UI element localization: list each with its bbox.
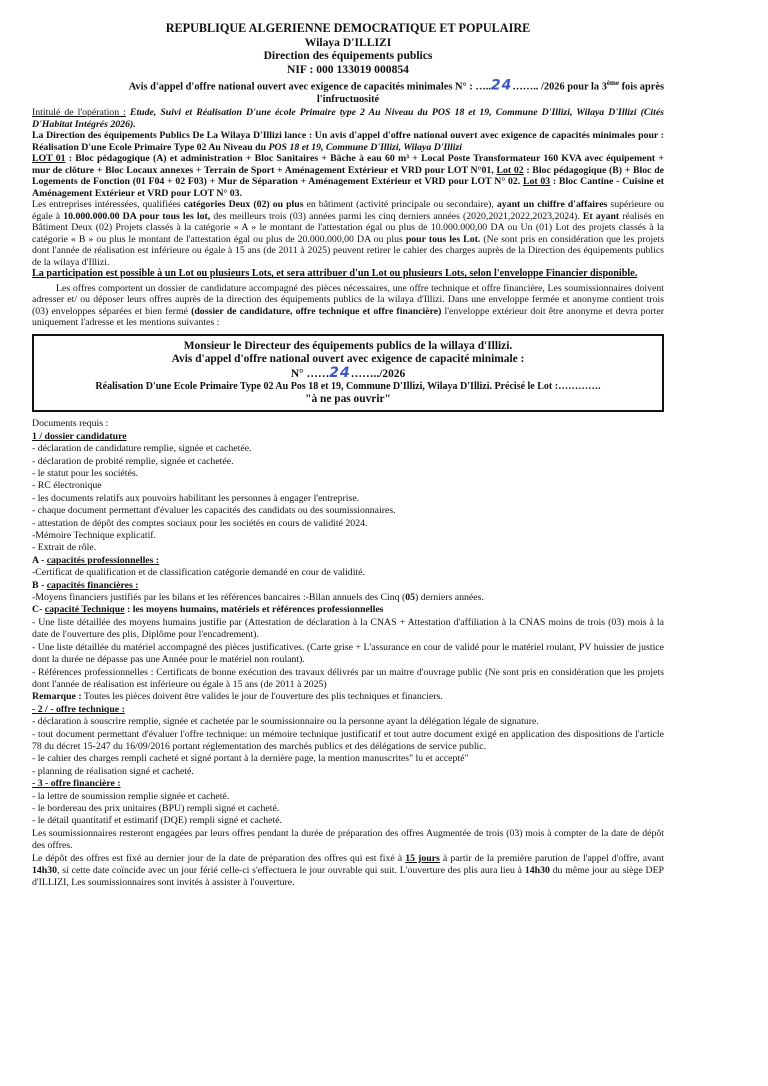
list-item: - Une liste détaillée des moyens humains justifie par (Attestation de déclaration à la CNAS + Attestation d'affiliation à la CNAS moins de trois (03) mois à la date de l'ouverture des plis, Diplôme pour l'encadrement). — [32, 616, 664, 641]
remark — [32, 691, 664, 703]
lot2-text: : Bloc pédagogique (B) + Bloc de Logements de Fonction (01 F04 + 02 F03) + Mur de Séparation + Aménagement Extérieur et VRD pour LOT N° 02. — [32, 164, 664, 188]
list-text: -Moyens financiers justifiés par les bilans et les références bancaires :-Bilan annuels des Cinq ( — [32, 592, 406, 604]
box-notice: Avis d'appel d'offre national ouvert avec exigence de capacité minimale : — [171, 353, 525, 366]
lot1-label: LOT 01 — [32, 153, 66, 165]
handwritten-box-number: 24 — [329, 364, 351, 381]
eligibility-text: en bâtiment (activité principale ou secondaire), — [303, 199, 497, 211]
box-do-not-open: "à ne pas ouvrir" — [305, 392, 391, 405]
box-number — [44, 364, 652, 381]
participation-note: La participation est possible à un Lot ou plusieurs Lots, et sera attribuer d'un Lot ou plusieurs Lots, selon l'enveloppe Financier disponible. — [32, 268, 638, 280]
section-title: capacités financières : — [46, 579, 139, 591]
list-item: - attestation de dépôt des comptes sociaux pour les sociétés en cours de validité 2024. — [32, 517, 368, 529]
eligibility-text: supérieure ou égale à — [32, 199, 665, 222]
lot1-text: : Bloc pédagogique (A) et administration + Bloc Sanitaires + Bâche à eau 60 m³ + Local Poste Transformateur 160 KVA avec équipement + mur de clôture + Bloc Locaux annexes + Terrain de Sport + Aménagement Extérieur et VRD pour LOT N°01, — [32, 153, 664, 176]
offers-text: l'enveloppe extérieur doit être anonyme et devra porter uniquement l'adresse et les mentions suivantes : — [32, 305, 664, 329]
remark-label: Remarque : — [32, 691, 82, 703]
intro-paragraph — [32, 130, 664, 153]
box-dots: …… — [306, 367, 330, 380]
section-professional — [32, 555, 664, 567]
eligibility-text: des meilleurs trois (03) années parmi les cinq derniers années (2020,2021,2022,2023,2024). — [210, 210, 583, 222]
lots-paragraph — [32, 153, 664, 199]
list-item: -Mémoire Technique explicatif. — [32, 530, 156, 542]
deposit-text: à partir de la première parution de l'appel d'offre, avant — [439, 852, 664, 864]
list-item: - le cahier des charges rempli cacheté et signé portant à la dernière page, la mention manuscrites" lu et accepté" — [32, 753, 469, 765]
list-item: - déclaration de probité remplie, signée et cachetée. — [32, 455, 234, 467]
notice-title-text: Avis d'appel d'offre national ouvert avec exigence de capacités minimales N° : — [128, 81, 473, 93]
eligibility-text: Les entreprises intéressées, qualifiées — [32, 199, 184, 211]
notice-superscript: ème — [606, 79, 619, 88]
list-item: - déclaration à souscrire remplie, signée et cachetée par le soumissionnaire ou la personne ayant la délégation légale de signature. — [32, 716, 539, 728]
lot3-text: : Bloc Cantine - Cuisine et Aménagement Extérieur et VRD pour LOT N° 03. — [32, 176, 664, 199]
list-item: - RC électronique — [32, 480, 102, 492]
section-letter: A - — [32, 554, 47, 566]
header-republic: REPUBLIQUE ALGERIENNE DEMOCRATIQUE ET POPULAIRE — [165, 21, 531, 35]
notice-year-text: /2026 pour la 3 — [541, 81, 607, 93]
intro-location: POS 18 et 19, Commune D'Illizi, Wilaya D'Illizi — [268, 141, 463, 153]
header-wilaya: Wilaya D'ILLIZI — [304, 35, 392, 49]
section-letter: C- — [32, 604, 45, 616]
offers-paragraph — [32, 283, 664, 329]
operation-title — [32, 107, 664, 130]
notice-suffix: fois après — [618, 81, 664, 93]
list-number: 05 — [405, 592, 416, 604]
box-dots: …….. — [350, 367, 380, 380]
section-financial-capacity — [32, 580, 664, 592]
section-subtitle: : les moyens humains, matériels et références professionnelles — [124, 604, 384, 616]
opening-time: 14h30 — [524, 865, 550, 876]
notice-dots: …….. — [512, 81, 539, 93]
operation-label: Intitulé de l'opération : — [32, 107, 126, 119]
notice-infructuosite: l'infructuosité — [316, 94, 380, 106]
eligibility-and: Et ayant — [582, 210, 620, 222]
list-item — [32, 592, 664, 604]
list-item: - le détail quantitatif et estimatif (DQE) rempli signé et cacheté. — [32, 815, 282, 827]
eligibility-amount: 10.000.000.00 DA pour tous les lot, — [63, 210, 211, 222]
eligibility-text: réalisés en Bâtiment Deux (02) Projets classés à la catégorie « A » le montant de l'attestation égal ou plus de 10.000.000,00 DA ou Un (01) Lot des projets classés à la catégorie « B » ou plus le montant de l'attestation égal ou plus de 20.000.000,00 DA ou plus — [32, 210, 665, 245]
list-item: - planning de réalisation signé et cacheté. — [32, 765, 194, 777]
document-page — [32, 22, 664, 890]
eligibility-paragraph — [32, 199, 664, 268]
eligibility-category: catégories Deux (02) ou plus — [183, 199, 304, 211]
document-header — [32, 22, 664, 76]
required-documents — [32, 418, 664, 889]
deposit-text: , si cette date coïncide avec un jour férié celle-ci s'effectuera le jour ouvrable qui suit. L'ouverture des plis aura lieu à — [57, 865, 525, 876]
deposit-time: 14h30 — [32, 865, 58, 876]
notice-dots: ….. — [475, 81, 491, 93]
lot2-label: Lot 02 — [496, 164, 524, 176]
header-direction: Direction des équipements publics — [263, 49, 433, 63]
section-letter: B - — [32, 579, 47, 591]
deposit-text: Le dépôt des offres est fixé au dernier jour de la date de préparation des offres qui est fixé à — [32, 852, 406, 864]
list-text: ) derniers années. — [415, 592, 484, 604]
list-item: -Certificat de qualification et de classification catégorie demandé en cour de validité. — [32, 567, 365, 579]
eligibility-text: (Ne sont pris en considération que les projets dont l'année de réalisation est inférieure ou égale à 15 ans (de 2011 à 2025) peuvent retirer le cahier des charges auprès de la Direction des équipements publics de la wilaya d'Illizi. — [32, 233, 665, 268]
eligibility-ca: ayant un chiffre d'affaires — [496, 199, 608, 211]
box-no-label: N° — [290, 367, 307, 380]
box-addressee: Monsieur le Directeur des équipements publics de la willaya d'Illizi. — [183, 339, 513, 352]
list-item: - la lettre de soumission remplie signée et cacheté. — [32, 790, 230, 802]
handwritten-notice-number: 24 — [490, 77, 513, 94]
offers-envelopes: (dossier de candidature, offre technique et offre financière) — [191, 305, 442, 317]
operation-text: Etude, Suivi et Réalisation D'une école Primaire type 2 Au Niveau du POS 18 et 19, Commune D'Illizi, Wilaya D'Illizi (Cités D'Habitat Intégrés 2026). — [32, 107, 664, 130]
deposit-text: du même jour au siège DEP d'ILLIZI, Les soumissionnaires sont invités à assister à l'ouverture. — [32, 865, 664, 889]
section-candidature: 1 / dossier candidature — [32, 430, 127, 442]
list-item: - Références professionnelles : Certificats de bonne exécution des travaux délivrés par un maitre d'ouvrage public (Ne sont pris en considération que les projets dont l'année de réalisation est inférieure ou égale à 15 ans (de 2011 à 2025) — [32, 666, 664, 690]
remark-text: Toutes les pièces doivent être valides le jour de l'ouverture des plis techniques et financiers. — [81, 691, 443, 703]
engagement-paragraph: Les soumissionnaires resteront engagées par leurs offres pendant la durée de préparation des offres Augmentée de trois (03) mois à compter de la date de dépôt des offres. — [32, 827, 664, 852]
lot3-label: Lot 03 — [522, 176, 551, 188]
list-item: - chaque document permettant d'évaluer les capacités des candidats ou des soumissionnaires. — [32, 505, 396, 517]
header-nif: NIF : 000 133019 000854 — [287, 62, 409, 76]
eligibility-all-lots: pour tous les Lot. — [405, 233, 481, 245]
list-item: - les documents relatifs aux pouvoirs habilitant les personnes à engager l'entreprise. — [32, 492, 360, 504]
list-item: - déclaration de candidature remplie, signée et cachetée. — [32, 443, 252, 455]
list-item: - Une liste détaillée du matériel accompagné des pièces justificatives. (Carte grise + L'assurance en cour de validé pour le matériel roulant, PV huissier de justice dont la durée ne dépasse pas une Année pour le matériel non roulant). — [32, 641, 664, 666]
section-technical-offer: - 2 / - offre technique : — [32, 703, 125, 715]
envelope-address-box — [32, 334, 664, 413]
docs-title: Documents requis : — [32, 418, 109, 430]
box-project: Réalisation D'une Ecole Primaire Type 02 Au Pos 18 et 19, Commune D'Illizi, Wilaya D'Illizi. Précisé le Lot :…………. — [95, 380, 601, 392]
list-item: - le statut pour les sociétés. — [32, 468, 139, 479]
list-item: - Extrait de rôle. — [32, 542, 97, 554]
box-year: /2026 — [379, 367, 406, 380]
list-item: - le bordereau des prix unitaires (BPU) rempli signé et cacheté. — [32, 802, 280, 814]
deposit-paragraph — [32, 853, 664, 890]
deposit-days: 15 jours — [405, 852, 440, 864]
offers-text: Les offres comportent un dossier de candidature accompagné des pièces nécessaires, une offre technique et offre financière, Les soumissionnaires doivent adresser et/ ou déposer leurs offres auprès de la direction des équipements publics de la wilaya d'Illizi. Dans une enveloppe fermée et anonyme contient trois (03) enveloppes séparées et bien fermé — [32, 282, 664, 317]
section-title: capacités professionnelles : — [46, 554, 160, 566]
section-title: capacité Technique — [44, 604, 125, 616]
section-technical-capacity — [32, 604, 664, 616]
list-item: - tout document permettant d'évaluer l'offre technique: un mémoire technique justificatif et tout autre document exigé en application des dispositions de l'article 78 du décret 15-247 du 16/09/2016 portant réglementation des marchés publics et des délégations de service public. — [32, 728, 664, 752]
notice-title — [32, 77, 664, 106]
intro-text: La Direction des équipements Publics De La Wilaya D'Illizi lance : Un avis d'appel d'offre national ouvert avec exigence de capacités minimales pour : Réalisation D'une Ecole Primaire Type 02 Au Niveau du — [32, 130, 664, 153]
section-financial-offer: - 3 - offre financière : — [32, 778, 121, 790]
